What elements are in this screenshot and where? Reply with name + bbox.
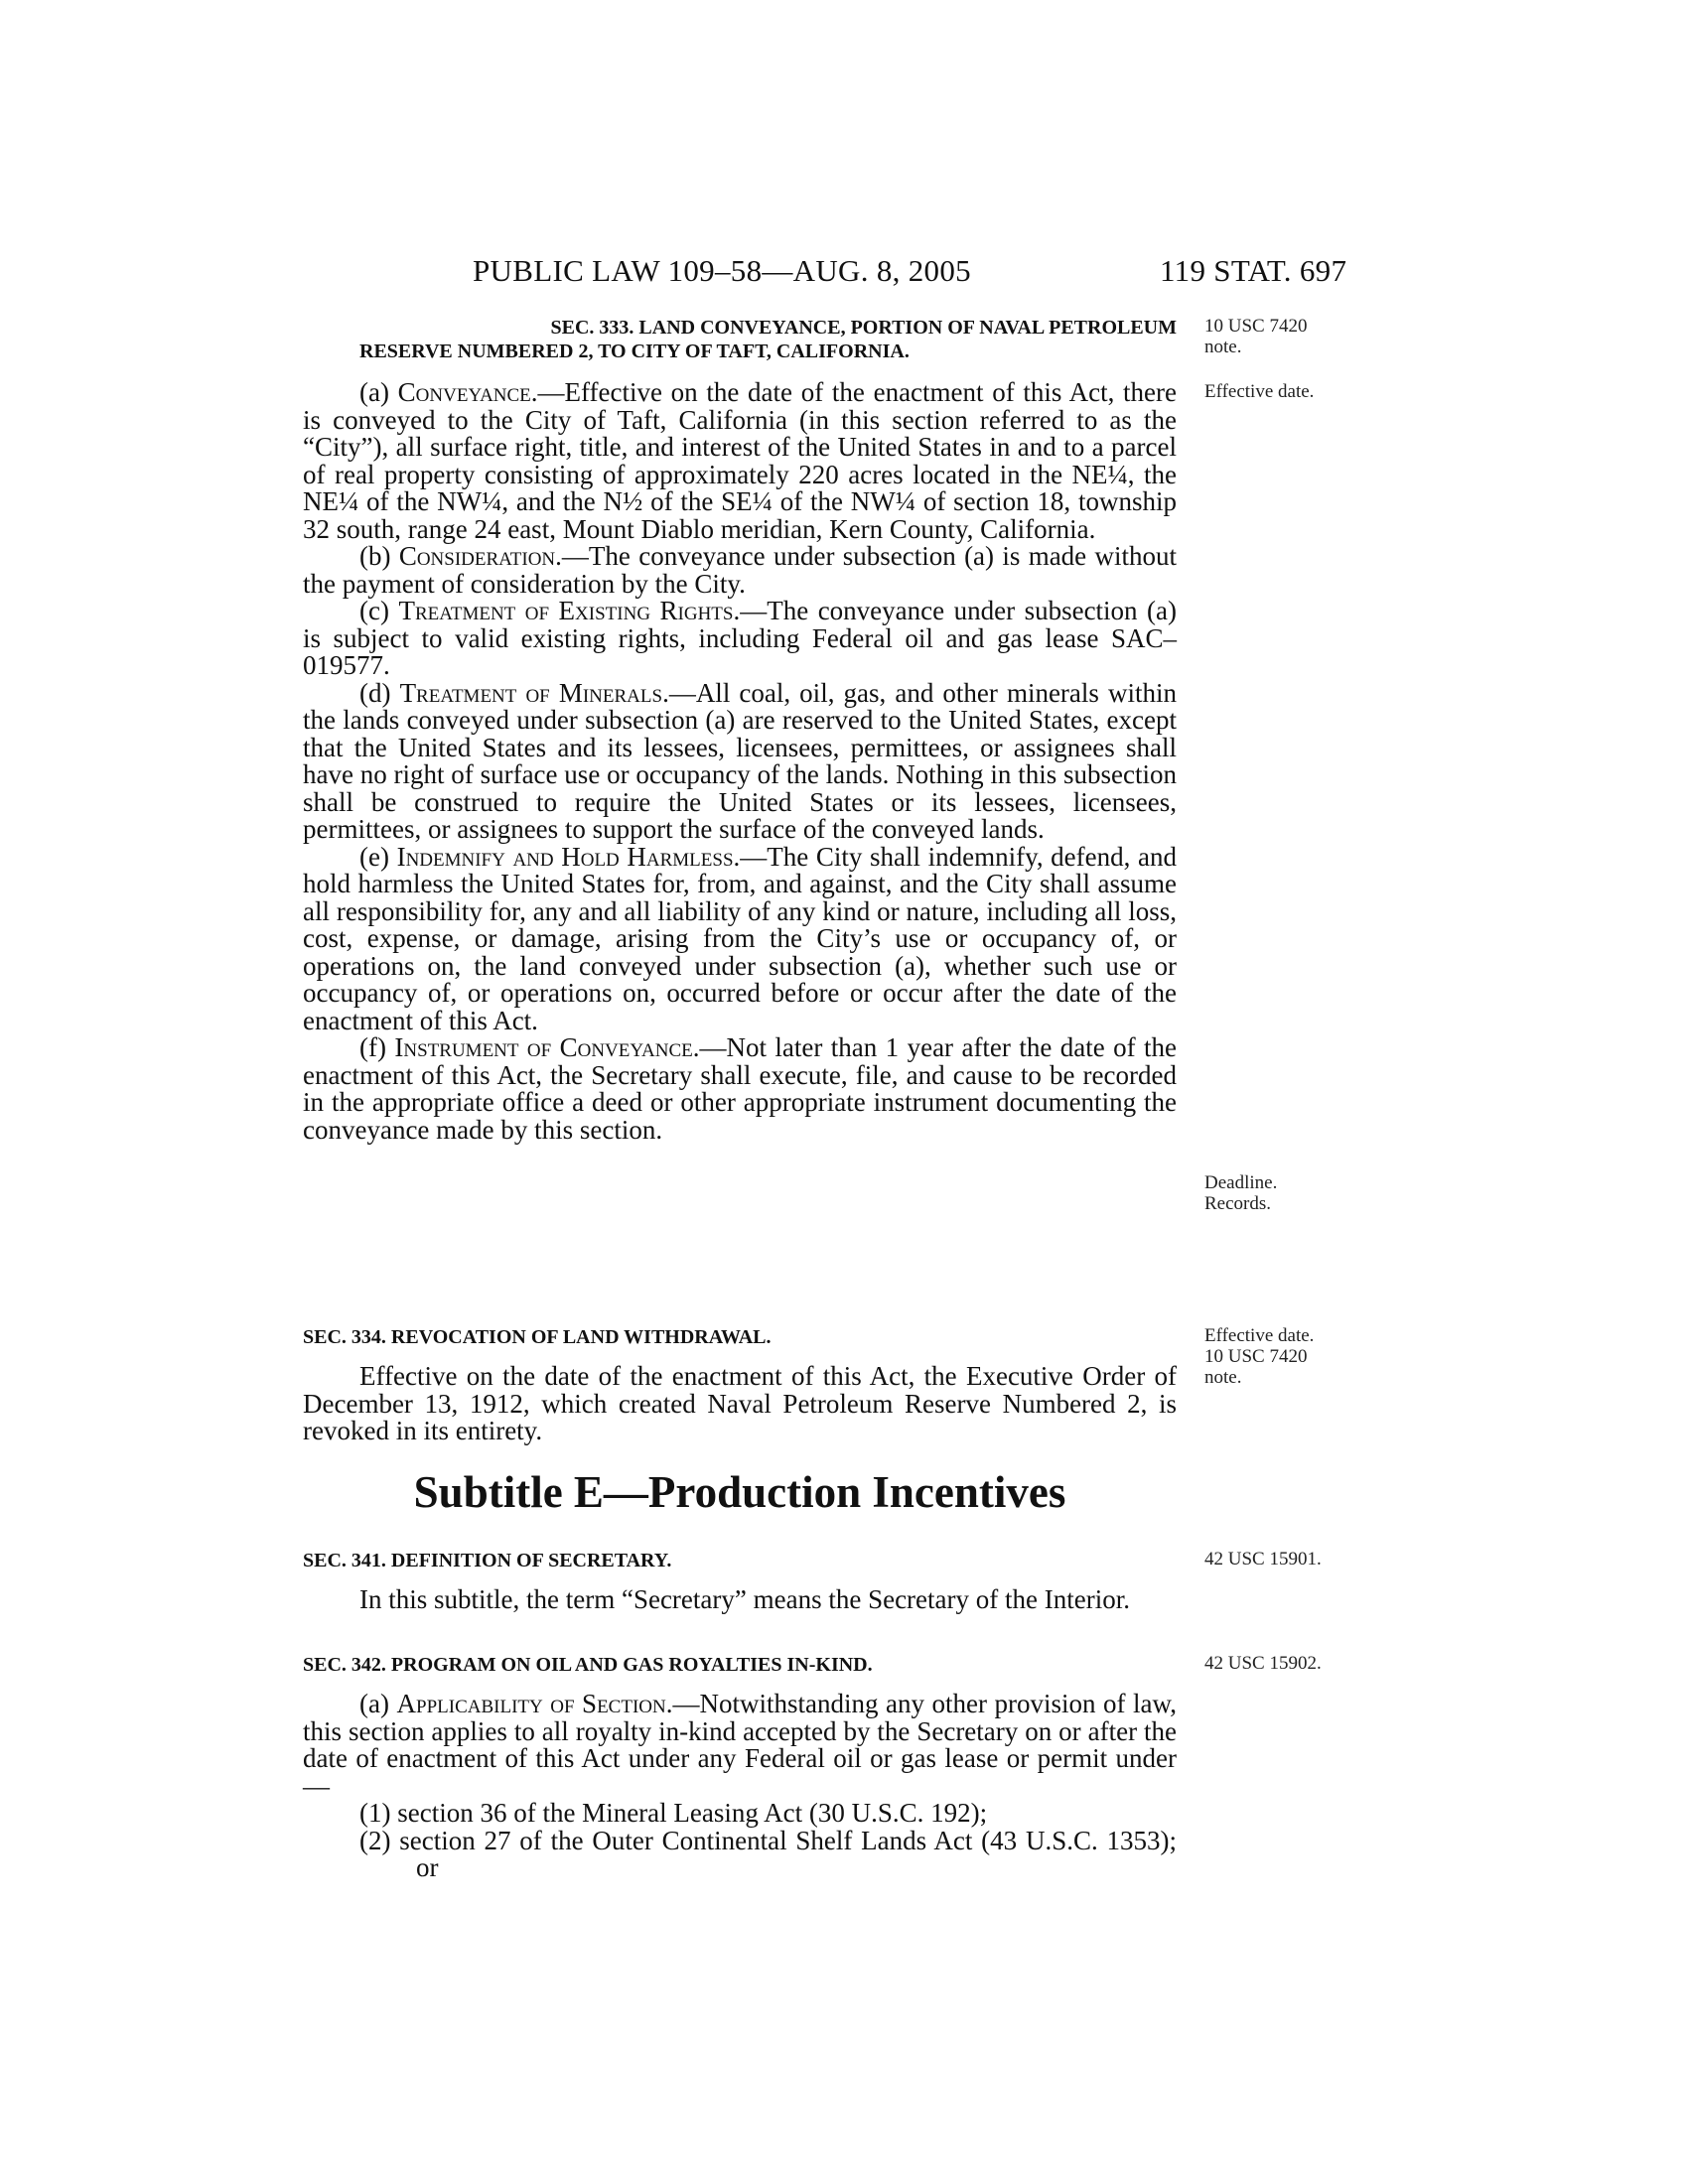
subsection-label: (b) bbox=[359, 541, 399, 571]
margin-note-line: 10 USC 7420 bbox=[1204, 316, 1308, 337]
margin-note-line: Effective date. bbox=[1204, 1325, 1315, 1346]
subsection-text: .—The conveyance under subsection (a) is subject to valid existing rights, including Federal oil and gas lease SAC–019577. bbox=[303, 596, 1178, 680]
sec341-heading: SEC. 341. DEFINITION OF SECRETARY. bbox=[303, 1550, 672, 1571]
sec333-subsection-a bbox=[303, 379, 1177, 543]
margin-note-deadline-records bbox=[1204, 1172, 1277, 1214]
margin-note-sec333 bbox=[1204, 316, 1307, 357]
margin-note-line: note. bbox=[1204, 337, 1242, 357]
running-header-law: PUBLIC LAW 109–58—AUG. 8, 2005 bbox=[473, 253, 971, 288]
subsection-label: (e) bbox=[359, 841, 397, 872]
subsection-title: Consideration bbox=[398, 541, 556, 571]
sec333-subsection-e bbox=[303, 841, 1177, 1035]
subsection-label: (a) bbox=[359, 1689, 397, 1718]
sec334-heading: SEC. 334. REVOCATION OF LAND WITHDRAWAL. bbox=[303, 1326, 772, 1348]
sec333-heading-line1: SEC. 333. LAND CONVEYANCE, PORTION OF NAVAL PETROLEUM bbox=[550, 317, 1177, 339]
sec334-text: Effective on the date of the enactment of this Act, the Executive Order of December 13, 1912, which created Naval Petroleum Reserve Numbered 2, is revoked in its entirety. bbox=[303, 1361, 1177, 1445]
sec342-item-2: (2) section 27 of the Outer Continental Shelf Lands Act (43 U.S.C. 1353); or bbox=[359, 1825, 1177, 1882]
subsection-text: .—Notwithstanding any other provision of law, this section applies to all royalty in-kind accepted by the Secretary on or after the date of enactment of this Act under any Federal oil or gas lease or permit under— bbox=[303, 1689, 1177, 1801]
subsection-text: .—Effective on the date of the enactment of this Act, there is conveyed to the City of Taft, California (in this section referred to as the “City”), all surface right, title, and interest of the United States in and to a parcel of real property consisting of approximately 220 acres located in the NE¼, the NE¼ of the NW¼, and the N½ of the SE¼ of the NW¼ of section 18, township 32 south, range 24 east, Mount Diablo meridian, Kern County, California. bbox=[303, 377, 1177, 544]
subtitle-heading: Subtitle E—Production Incentives bbox=[413, 1467, 1066, 1517]
sec333-subsection-d bbox=[303, 677, 1177, 844]
margin-note-line: Deadline. bbox=[1204, 1172, 1278, 1193]
sec341-text: In this subtitle, the term “Secretary” means the Secretary of the Interior. bbox=[359, 1584, 1130, 1614]
sec342-heading: SEC. 342. PROGRAM ON OIL AND GAS ROYALTIES IN-KIND. bbox=[303, 1654, 873, 1676]
margin-note-line: 10 USC 7420 bbox=[1204, 1346, 1308, 1367]
sec333-heading-line2: RESERVE NUMBERED 2, TO CITY OF TAFT, CALIFORNIA. bbox=[359, 341, 910, 362]
running-header-stat: 119 STAT. 697 bbox=[1160, 253, 1347, 288]
section-342 bbox=[303, 1653, 1177, 1882]
margin-note-sec342: 42 USC 15902. bbox=[1204, 1653, 1322, 1674]
subsection-label: (a) bbox=[359, 377, 398, 407]
margin-note-sec334 bbox=[1204, 1325, 1314, 1388]
subsection-title: Indemnify and Hold Harmless bbox=[396, 841, 734, 872]
subsection-title: Conveyance bbox=[397, 377, 531, 407]
subsection-label: (d) bbox=[359, 677, 400, 708]
section-333 bbox=[303, 316, 1177, 1144]
margin-note-line: Records. bbox=[1204, 1193, 1272, 1214]
sec333-subsection-c bbox=[303, 598, 1177, 680]
subsection-label: (f) bbox=[359, 1032, 395, 1062]
sec333-subsection-b bbox=[303, 543, 1177, 598]
subsection-text: .—Not later than 1 year after the date of the enactment of this Act, the Secretary shall execute, file, and cause to be recorded in the appropriate office a deed or other appropriate instrument documenting the conveyance made by this section. bbox=[303, 1032, 1177, 1145]
subsection-title: Applicability of Section bbox=[396, 1689, 666, 1718]
subsection-text: .—The conveyance under subsection (a) is made without the payment of consideration by the City. bbox=[303, 541, 1177, 599]
sec342-subsection-a bbox=[303, 1691, 1177, 1800]
subsection-title: Treatment of Existing Rights bbox=[398, 596, 734, 625]
sec333-subsection-f bbox=[303, 1034, 1177, 1144]
sec342-item-1: (1) section 36 of the Mineral Leasing Act (30 U.S.C. 192); bbox=[359, 1798, 988, 1828]
margin-note-line: note. bbox=[1204, 1367, 1242, 1388]
section-341 bbox=[303, 1549, 1177, 1614]
subsection-title: Instrument of Conveyance bbox=[394, 1032, 693, 1062]
margin-note-effective-date: Effective date. bbox=[1204, 381, 1315, 402]
section-334 bbox=[303, 1325, 1177, 1445]
subsection-text: .—All coal, oil, gas, and other minerals within the lands conveyed under subsection (a) are reserved to the United States, except that the United States and its lessees, licensees, permittees, or assignees shall have no right of surface use or occupancy of the lands. Nothing in this subsection shall be construed to require the United States or its lessees, licensees, permittees, or assignees to support the surface of the conveyed lands. bbox=[303, 677, 1177, 844]
subsection-text: .—The City shall indemnify, defend, and hold harmless the United States for, from, and against, and the City shall assume all responsibility for, any and all liability of any kind or nature, including all loss, cost, expense, or damage, arising from the City’s use or occupancy of, or operations on, the land conveyed under subsection (a), whether such use or occupancy of, or operations on, occurred before or occur after the date of the enactment of this Act. bbox=[303, 841, 1177, 1035]
subsection-label: (c) bbox=[359, 596, 399, 625]
margin-note-sec341: 42 USC 15901. bbox=[1204, 1549, 1322, 1570]
subsection-title: Treatment of Minerals bbox=[399, 677, 663, 708]
